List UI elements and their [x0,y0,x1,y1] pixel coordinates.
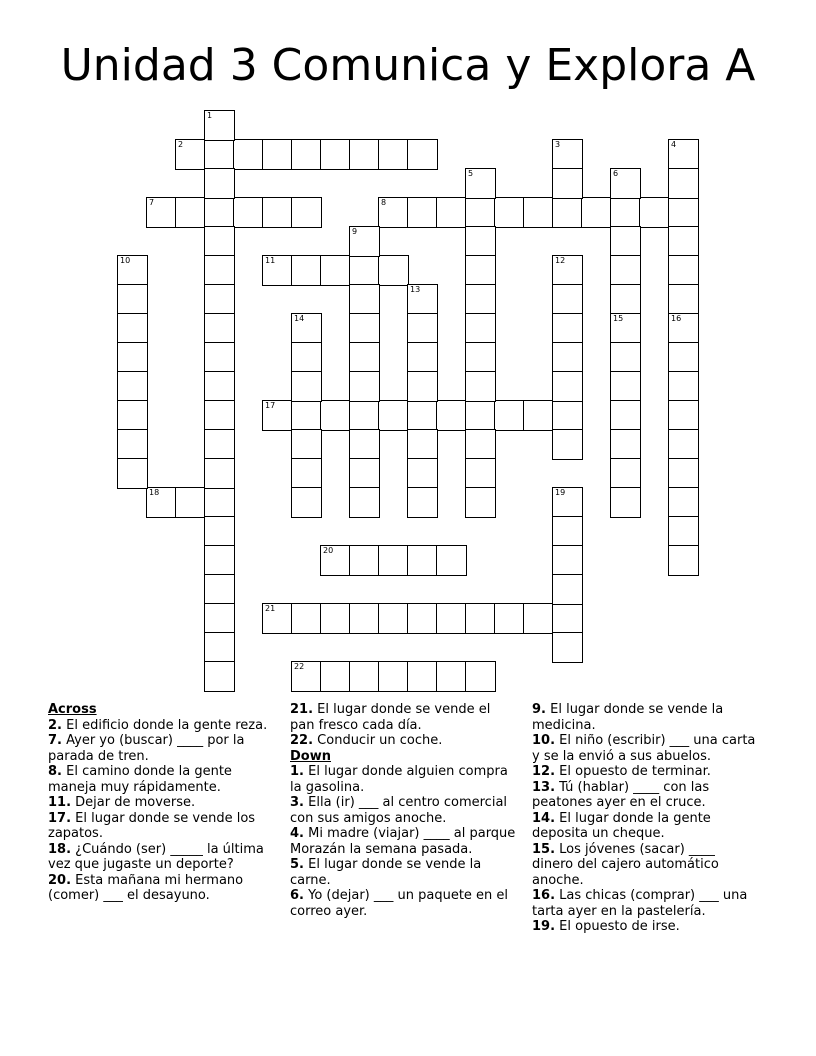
grid-cell[interactable] [291,313,322,344]
clue-across-7: 7. Ayer yo (buscar) ____ por la parada de tren. [48,733,245,764]
grid-cell[interactable] [204,516,235,547]
grid-cell[interactable] [610,255,641,286]
grid-cell[interactable] [668,255,699,286]
grid-cell[interactable] [610,371,641,402]
grid-cell[interactable] [204,197,235,228]
grid-cell[interactable] [349,284,380,315]
grid-cell[interactable] [146,197,177,228]
grid-cell[interactable] [668,197,699,228]
clue-down-19: 19. El opuesto de irse. [532,919,680,934]
grid-cell[interactable] [378,603,409,634]
grid-cell[interactable] [465,168,496,199]
grid-cell[interactable] [349,139,380,170]
clue-across-20: 20. Esta mañana mi hermano (comer) ___ el desayuno. [48,872,244,903]
grid-cell[interactable] [117,284,148,315]
clue-number: 17 [265,401,276,410]
grid-cell[interactable] [436,197,467,228]
grid-cell[interactable] [204,284,235,315]
clue-number: 20 [323,546,334,555]
grid-cell[interactable] [262,255,293,286]
grid-cell[interactable] [465,342,496,373]
grid-cell[interactable] [523,400,554,431]
clue-number: 5 [468,169,474,178]
grid-cell[interactable] [378,139,409,170]
grid-cell[interactable] [552,284,583,315]
grid-cell[interactable] [465,487,496,518]
grid-cell[interactable] [349,400,380,431]
grid-cell[interactable] [407,545,438,576]
clue-number: 6 [613,169,619,178]
clues-column-1 [48,702,276,904]
grid-cell[interactable] [668,226,699,257]
grid-cell[interactable] [581,197,612,228]
grid-cell[interactable] [204,574,235,605]
grid-cell[interactable] [320,255,351,286]
grid-cell[interactable] [378,545,409,576]
across-heading: Across [48,702,97,717]
grid-cell[interactable] [436,400,467,431]
grid-cell[interactable] [465,400,496,431]
clue-across-17: 17. El lugar donde se vende los zapatos. [48,810,256,841]
clue-number: 16 [671,314,682,323]
clue-number: 22 [294,662,305,671]
clue-number: 14 [294,314,305,323]
grid-cell[interactable] [349,661,380,692]
clue-down-13: 13. Tú (hablar) ____ con las peatones ayer en el cruce. [532,779,710,810]
grid-cell[interactable] [523,197,554,228]
grid-cell[interactable] [436,603,467,634]
grid-cell[interactable] [117,458,148,489]
grid-cell[interactable] [639,197,670,228]
grid-cell[interactable] [117,255,148,286]
grid-cell[interactable] [668,168,699,199]
grid-cell[interactable] [320,603,351,634]
grid-cell[interactable] [552,603,583,634]
grid-cell[interactable] [349,371,380,402]
clue-number: 15 [613,314,624,323]
clue-down-14: 14. El lugar donde la gente deposita un cheque. [532,810,711,841]
down-heading: Down [290,748,331,764]
clue-down-15: 15. Los jóvenes (sacar) ____ dinero del cajero automático anoche. [532,841,719,888]
grid-cell[interactable] [262,139,293,170]
grid-cell[interactable] [407,487,438,518]
grid-cell[interactable] [291,487,322,518]
clue-down-3: 3. Ella (ir) ___ al centro comercial con sus amigos anoche. [290,795,508,826]
puzzle-title: Unidad 3 Comunica y Explora A [60,40,756,91]
grid-cell[interactable] [407,342,438,373]
grid-cell[interactable] [552,313,583,344]
grid-cell[interactable] [117,342,148,373]
grid-cell[interactable] [204,255,235,286]
grid-cell[interactable] [668,545,699,576]
grid-cell[interactable] [407,429,438,460]
grid-cell[interactable] [552,429,583,460]
grid-cell[interactable] [552,400,583,431]
clue-number: 13 [410,285,421,294]
grid-cell[interactable] [610,342,641,373]
grid-cell[interactable] [465,284,496,315]
clue-down-10: 10. El niño (escribir) ___ una carta y se la envió a sus abuelos. [532,733,756,764]
grid-cell[interactable] [610,400,641,431]
clue-down-16: 16. Las chicas (comprar) ___ una tarta ayer en la pastelería. [532,888,748,919]
grid-cell[interactable] [204,400,235,431]
grid-cell[interactable] [552,255,583,286]
grid-cell[interactable] [668,400,699,431]
grid-cell[interactable] [668,139,699,170]
grid-cell[interactable] [465,458,496,489]
clue-number: 19 [555,488,566,497]
grid-cell[interactable] [407,139,438,170]
grid-cell[interactable] [204,632,235,663]
grid-cell[interactable] [552,371,583,402]
grid-cell[interactable] [291,603,322,634]
clue-across-2: 2. El edificio donde la gente reza. [48,717,268,733]
grid-cell[interactable] [378,661,409,692]
grid-cell[interactable] [407,371,438,402]
grid-cell[interactable] [668,342,699,373]
grid-cell[interactable] [233,139,264,170]
grid-cell[interactable] [349,342,380,373]
grid-cell[interactable] [117,371,148,402]
clue-down-12: 12. El opuesto de terminar. [532,764,711,779]
grid-cell[interactable] [204,429,235,460]
grid-cell[interactable] [378,255,409,286]
grid-cell[interactable] [378,400,409,431]
clue-across-22: 22. Conducir un coche. [290,733,443,748]
clue-number: 1 [207,111,213,120]
grid-cell[interactable] [436,661,467,692]
grid-cell[interactable] [610,197,641,228]
grid-cell[interactable] [349,603,380,634]
grid-cell[interactable] [291,255,322,286]
grid-cell[interactable] [552,168,583,199]
grid-cell[interactable] [349,487,380,518]
grid-cell[interactable] [204,458,235,489]
clue-down-9: 9. El lugar donde se vende la medicina. [532,702,724,733]
grid-cell[interactable] [204,168,235,199]
grid-cell[interactable] [436,545,467,576]
grid-cell[interactable] [552,574,583,605]
grid-cell[interactable] [668,284,699,315]
grid-cell[interactable] [610,429,641,460]
grid-cell[interactable] [668,429,699,460]
clues-column-2 [290,702,518,919]
clue-down-6: 6. Yo (dejar) ___ un paquete en el correo ayer. [290,888,509,919]
grid-cell[interactable] [117,400,148,431]
grid-cell[interactable] [610,226,641,257]
grid-cell[interactable] [291,342,322,373]
grid-cell[interactable] [349,458,380,489]
grid-cell[interactable] [523,603,554,634]
grid-cell[interactable] [610,458,641,489]
grid-cell[interactable] [204,226,235,257]
grid-cell[interactable] [494,400,525,431]
grid-cell[interactable] [291,139,322,170]
grid-cell[interactable] [204,371,235,402]
grid-cell[interactable] [175,487,206,518]
clue-number: 2 [178,140,184,149]
clue-number: 18 [149,488,160,497]
grid-cell[interactable] [668,313,699,344]
grid-cell[interactable] [407,313,438,344]
grid-cell[interactable] [233,197,264,228]
grid-cell[interactable] [610,313,641,344]
grid-cell[interactable] [552,632,583,663]
grid-cell[interactable] [262,197,293,228]
grid-cell[interactable] [204,139,235,170]
grid-cell[interactable] [407,661,438,692]
clue-across-18: 18. ¿Cuándo (ser) _____ la última vez que jugaste un deporte? [48,841,264,872]
grid-cell[interactable] [407,284,438,315]
grid-cell[interactable] [349,313,380,344]
grid-cell[interactable] [117,429,148,460]
grid-cell[interactable] [320,400,351,431]
clue-number: 9 [352,227,358,236]
clue-down-5: 5. El lugar donde se vende la carne. [290,857,482,888]
clue-number: 21 [265,604,276,613]
grid-cell[interactable] [465,313,496,344]
grid-cell[interactable] [552,516,583,547]
grid-cell[interactable] [175,139,206,170]
grid-cell[interactable] [349,255,380,286]
grid-cell[interactable] [668,458,699,489]
clue-across-8: 8. El camino donde la gente maneja muy rápidamente. [48,764,232,795]
grid-cell[interactable] [494,197,525,228]
grid-cell[interactable] [262,400,293,431]
clue-down-1: 1. El lugar donde alguien compra la gasolina. [290,764,508,795]
grid-cell[interactable] [552,139,583,170]
grid-cell[interactable] [175,197,206,228]
grid-cell[interactable] [610,487,641,518]
grid-cell[interactable] [465,255,496,286]
clue-number: 11 [265,256,276,265]
grid-cell[interactable] [291,197,322,228]
grid-cell[interactable] [291,458,322,489]
grid-cell[interactable] [204,342,235,373]
grid-cell[interactable] [668,371,699,402]
grid-cell[interactable] [262,603,293,634]
grid-cell[interactable] [465,603,496,634]
grid-cell[interactable] [146,487,177,518]
grid-cell[interactable] [407,197,438,228]
grid-cell[interactable] [204,545,235,576]
clue-number: 10 [120,256,131,265]
clue-down-4: 4. Mi madre (viajar) ____ al parque Morazán la semana pasada. [290,826,516,857]
grid-cell[interactable] [552,197,583,228]
grid-cell[interactable] [349,226,380,257]
grid-cell[interactable] [465,197,496,228]
grid-cell[interactable] [378,197,409,228]
grid-cell[interactable] [668,516,699,547]
clue-number: 8 [381,198,387,207]
grid-cell[interactable] [291,400,322,431]
grid-cell[interactable] [204,487,235,518]
grid-cell[interactable] [552,487,583,518]
clue-across-11: 11. Dejar de moverse. [48,795,196,810]
grid-cell[interactable] [349,429,380,460]
grid-cell[interactable] [668,487,699,518]
grid-cell[interactable] [117,313,148,344]
grid-cell[interactable] [465,429,496,460]
clue-number: 4 [671,140,677,149]
grid-cell[interactable] [204,313,235,344]
grid-cell[interactable] [291,371,322,402]
grid-cell[interactable] [552,342,583,373]
grid-cell[interactable] [320,139,351,170]
grid-cell[interactable] [204,110,235,141]
grid-cell[interactable] [407,603,438,634]
clue-across-21: 21. El lugar donde se vende el pan fresco cada día. [290,702,491,733]
grid-cell[interactable] [291,661,322,692]
grid-cell[interactable] [407,458,438,489]
grid-cell[interactable] [204,661,235,692]
grid-cell[interactable] [552,545,583,576]
grid-cell[interactable] [407,400,438,431]
clue-number: 12 [555,256,566,265]
clues-column-3 [532,702,760,935]
grid-cell[interactable] [465,371,496,402]
grid-cell[interactable] [494,603,525,634]
grid-cell[interactable] [465,661,496,692]
grid-cell[interactable] [610,284,641,315]
grid-cell[interactable] [320,661,351,692]
grid-cell[interactable] [291,429,322,460]
grid-cell[interactable] [204,603,235,634]
grid-cell[interactable] [349,545,380,576]
grid-cell[interactable] [465,226,496,257]
clue-number: 7 [149,198,155,207]
grid-cell[interactable] [320,545,351,576]
clue-number: 3 [555,140,561,149]
grid-cell[interactable] [610,168,641,199]
